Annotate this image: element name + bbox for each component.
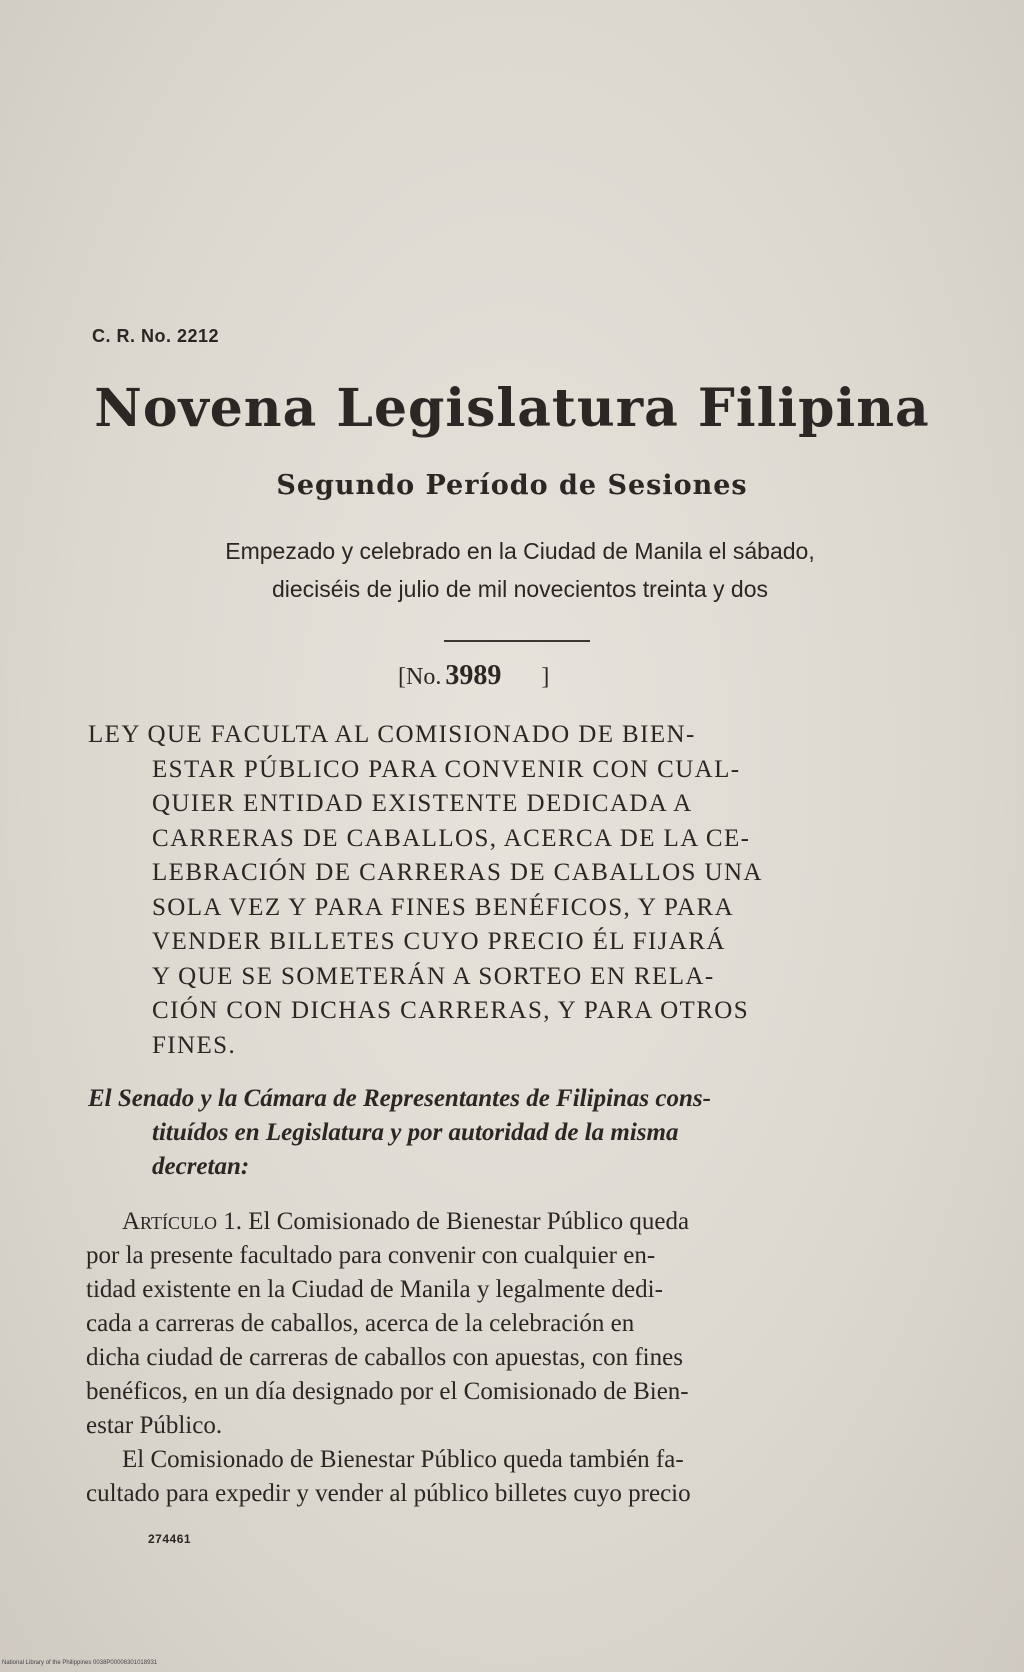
act-number-prefix: [No.: [398, 664, 442, 690]
law-title: [88, 718, 928, 1063]
article-first-line: [86, 1205, 926, 1239]
dateline: [110, 532, 930, 608]
footer-code: 274461: [148, 1532, 192, 1546]
law-title-line: ESTAR PÚBLICO PARA CONVENIR CON CUAL-: [152, 755, 741, 783]
session-subtitle: Segundo Período de Sesiones: [276, 470, 748, 501]
legislature-title: Novena Legislatura Filipina: [94, 378, 930, 439]
law-title-line: CARRERAS DE CABALLOS, ACERCA DE LA CE-: [152, 824, 751, 852]
enacting-line: decretan:: [152, 1153, 250, 1180]
paragraph-line: El Comisionado de Bienestar Público queda también fa-: [122, 1446, 684, 1473]
law-title-line: LEY QUE FACULTA AL COMISIONADO DE BIEN-: [88, 721, 696, 748]
law-title-line: FINES.: [152, 1031, 237, 1059]
enacting-clause: [88, 1082, 928, 1184]
act-number-suffix: ]: [541, 664, 550, 690]
law-title-line: VENDER BILLETES CUYO PRECIO ÉL FIJARÁ: [152, 928, 726, 955]
enacting-line: tituídos en Legislatura y por autoridad de la misma: [152, 1119, 679, 1146]
article-line: por la presente facultado para convenir con cualquier en-: [86, 1242, 656, 1269]
enacting-line: El Senado y la Cámara de Representantes de Filipinas cons-: [88, 1085, 711, 1112]
law-title-line: CIÓN CON DICHAS CARRERAS, Y PARA OTROS: [152, 997, 750, 1024]
paragraph-line: cultado para expedir y vender al público billetes cuyo precio: [86, 1480, 691, 1507]
article-line: cada a carreras de caballos, acerca de la celebración en: [86, 1310, 635, 1337]
law-title-line: QUIER ENTIDAD EXISTENTE DEDICADA A: [152, 790, 693, 817]
law-title-line: Y QUE SE SOMETERÁN A SORTEO EN RELA-: [152, 962, 715, 990]
law-title-line: LEBRACIÓN DE CARRERAS DE CABALLOS UNA: [152, 859, 763, 886]
article-line: dicha ciudad de carreras de caballos con apuestas, con fines: [86, 1344, 683, 1371]
article-line: tidad existente en la Ciudad de Manila y legalmente dedi-: [86, 1276, 663, 1303]
article-line: El Comisionado de Bienestar Público queda: [248, 1208, 690, 1235]
act-number-value: 3989: [445, 660, 502, 691]
dateline-line: dieciséis de julio de mil novecientos treinta y dos: [271, 576, 769, 602]
article-line: benéficos, en un día designado por el Comisionado de Bien-: [86, 1378, 689, 1405]
body-text: [86, 1205, 926, 1511]
cr-number: C. R. No. 2212: [92, 326, 220, 346]
article-label: Artículo 1.: [122, 1208, 242, 1235]
law-title-line: SOLA VEZ Y PARA FINES BENÉFICOS, Y PARA: [152, 893, 735, 921]
library-credit: National Library of the Philippines 0038P00006301018931: [2, 1660, 158, 1666]
article-line: estar Público.: [86, 1412, 223, 1439]
horizontal-rule: [444, 640, 590, 642]
act-number: [398, 660, 549, 692]
dateline-line: Empezado y celebrado en la Ciudad de Manila el sábado,: [225, 538, 815, 564]
